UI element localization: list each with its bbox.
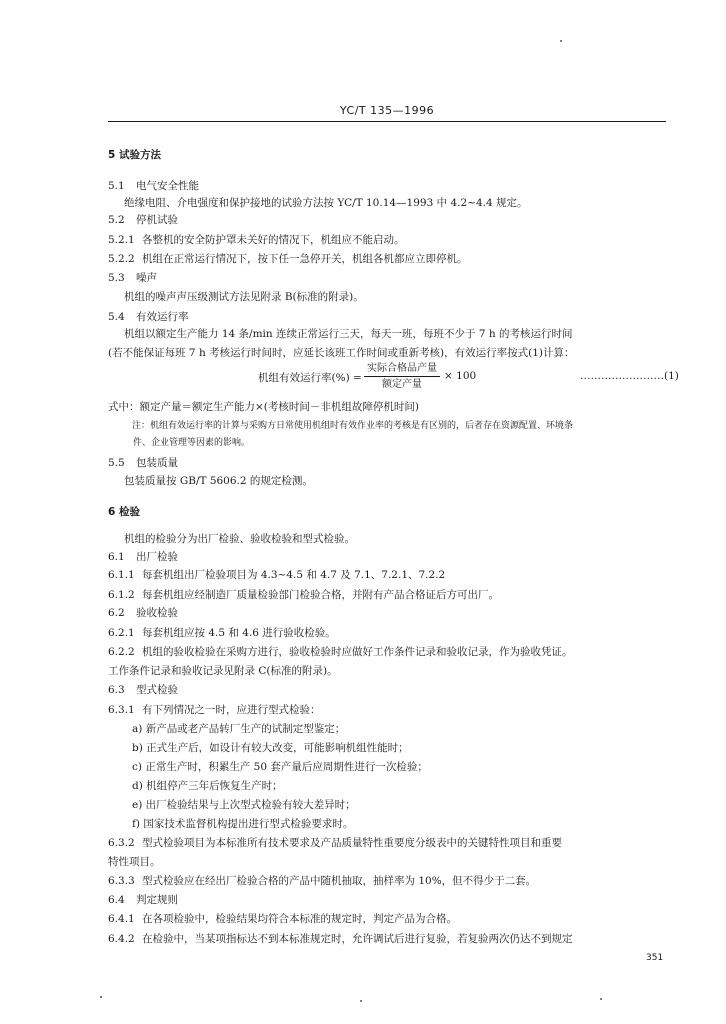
text-line-s6-3-2b <box>108 855 161 869</box>
clause-text: 每套机组应经制造厂质量检验部门检验合格，并附有产品合格证后方可出厂。 <box>142 589 499 601</box>
clause-number: 6.4.2 <box>108 933 135 945</box>
text-line-s6-1 <box>108 550 178 564</box>
scan-speck <box>600 998 602 1000</box>
clause-number: 5.4 <box>108 311 125 323</box>
clause-number: 6.4 <box>108 894 125 906</box>
clause-number: 5.3 <box>108 272 125 284</box>
clause-text: 型式检验 <box>136 684 178 696</box>
clause-text: 在检验中，当某项指标达不到本标准规定时，允许调试后进行复验，若复验两次仍达不到规定 <box>142 933 573 945</box>
text-line-s6-1-2 <box>108 588 499 602</box>
text-line-s6-3-1e <box>132 798 356 812</box>
clause-text: 有下列情况之一时，应进行型式检验： <box>142 704 321 716</box>
clause-text: 包装质量按 GB/T 5606.2 的规定检测。 <box>124 475 313 487</box>
text-line-s6-2-2 <box>108 645 573 659</box>
clause-text: 式中：额定产量＝额定生产能力×(考核时间－非机组故障停机时间) <box>108 401 419 413</box>
text-line-s5-5-body <box>124 474 313 488</box>
clause-number: 5.2.2 <box>108 253 135 265</box>
page-number: 351 <box>646 953 664 963</box>
fraction-bar <box>364 376 440 377</box>
clause-number: 6.2.2 <box>108 646 135 658</box>
clause-text: 5 试验方法 <box>108 149 161 161</box>
clause-text: 每套机组出厂检验项目为 4.3~4.5 和 4.7 及 7.1、7.2.1、7.2.2 <box>142 569 446 581</box>
clause-text: 停机试验 <box>136 214 178 226</box>
text-line-s6-3-1d <box>132 779 283 793</box>
text-line-s6-3-1a <box>132 722 345 736</box>
text-line-s6-2-2b <box>108 664 338 678</box>
text-line-s5-4-note2 <box>133 436 250 450</box>
formula-lhs: 机组有效运行率(%) = <box>258 372 362 384</box>
page-header: YC/T 135—1996 <box>339 104 435 117</box>
text-line-s5-2-2 <box>108 252 468 266</box>
clause-text: 验收检验 <box>136 607 178 619</box>
clause-text: 工作条件记录和验收记录见附录 C(标准的附录)。 <box>108 665 338 677</box>
text-line-s5-5 <box>108 456 178 470</box>
clause-text: 件、企业管理等因素的影响。 <box>133 438 251 448</box>
clause-text: 电气安全性能 <box>136 180 199 192</box>
text-line-s5-2 <box>108 213 178 227</box>
clause-text: 机组的检验分为出厂检验、验收检验和型式检验。 <box>124 533 355 545</box>
clause-number: 6.1 <box>108 551 125 563</box>
scan-speck <box>100 996 102 998</box>
clause-text: 型式检验应在经出厂检验合格的产品中随机抽取，抽样率为 10%，但不得少于二套。 <box>142 875 537 887</box>
clause-text: 在各项检验中，检验结果均符合本标准的规定时，判定产品为合格。 <box>142 913 457 925</box>
clause-text: 每套机组应按 4.5 和 4.6 进行验收检验。 <box>142 627 336 639</box>
clause-text: (若不能保证每班 7 h 考核运行时间时，应延长该班工作时间或重新考核)，有效运行率按式(1)计算： <box>108 347 575 359</box>
formula-numerator: 实际合格品产量 <box>367 363 437 374</box>
header-rule <box>108 121 666 122</box>
scan-speck <box>560 40 562 42</box>
clause-text: 机组的验收检验在采购方进行，验收检验时应做好工作条件记录和验收记录，作为验收凭证。 <box>142 646 573 658</box>
clause-text: 噪声 <box>136 272 157 284</box>
clause-text: c) 正常生产时，积累生产 50 套产量后应周期性进行一次检验； <box>132 761 428 773</box>
text-line-s5-3 <box>108 271 157 285</box>
clause-number: 6.1.2 <box>108 589 135 601</box>
text-line-s6 <box>108 505 140 519</box>
clause-text: 特性项目。 <box>108 856 161 868</box>
text-line-s5-4-note1 <box>132 419 573 433</box>
text-line-s6-3-1 <box>108 703 321 717</box>
text-line-s6-4-1 <box>108 912 457 926</box>
clause-text: 6 检验 <box>108 506 140 518</box>
clause-text: 判定规则 <box>136 894 178 906</box>
text-line-s5-4-body1 <box>124 327 572 341</box>
text-line-s6-body <box>124 532 355 546</box>
clause-text: 机组在正常运行情况下，按下任一急停开关，机组各机都应立即停机。 <box>142 253 468 265</box>
clause-number: 6.3.3 <box>108 875 135 887</box>
text-line-s5-1-body <box>124 196 528 210</box>
text-line-s6-3-2 <box>108 836 562 850</box>
clause-number: 6.1.1 <box>108 569 135 581</box>
clause-text: 包装质量 <box>136 457 178 469</box>
text-line-s6-3-3 <box>108 874 536 888</box>
text-line-s6-3 <box>108 683 178 697</box>
text-line-s5-2-1 <box>108 233 405 247</box>
formula-denominator: 额定产量 <box>382 379 422 390</box>
clause-number: 6.2.1 <box>108 627 135 639</box>
formula-fraction <box>364 362 440 391</box>
formula-rhs: × 100 <box>444 370 477 382</box>
text-line-s5-4-body2 <box>108 346 575 360</box>
text-line-s5 <box>108 148 161 162</box>
text-line-s5-1 <box>108 179 199 193</box>
clause-text: 注：机组有效运行率的计算与采购方日常使用机组时有效作业率的考核是有区别的，后者存在资源配置、环境条 <box>132 421 574 431</box>
text-line-s5-4 <box>108 310 189 324</box>
clause-text: 各整机的安全防护罩未关好的情况下，机组应不能启动。 <box>142 234 405 246</box>
clause-text: e) 出厂检验结果与上次型式检验有较大差异时； <box>132 799 356 811</box>
clause-number: 5.2.1 <box>108 234 135 246</box>
text-line-s6-3-1b <box>132 741 409 755</box>
clause-number: 6.3 <box>108 684 125 696</box>
clause-number: 6.3.1 <box>108 704 135 716</box>
text-line-s6-2 <box>108 606 178 620</box>
formula-1 <box>0 362 726 392</box>
text-line-s6-1-1 <box>108 568 445 582</box>
clause-number: 5.1 <box>108 180 125 192</box>
clause-text: b) 正式生产后，如设计有较大改变，可能影响机组性能时； <box>132 742 409 754</box>
text-line-s5-3-body <box>124 290 364 304</box>
text-line-s5-4-where <box>108 400 419 414</box>
clause-text: a) 新产品或老产品转厂生产的试制定型鉴定； <box>132 723 346 735</box>
clause-number: 5.5 <box>108 457 125 469</box>
clause-number: 6.2 <box>108 607 125 619</box>
clause-text: 绝缘电阻、介电强度和保护接地的试验方法按 YC/T 10.14—1993 中 4.2~4.4 规定。 <box>124 197 528 209</box>
equation-number: ……………………(1) <box>580 370 679 382</box>
clause-number: 5.2 <box>108 214 125 226</box>
clause-text: 有效运行率 <box>136 311 189 323</box>
clause-text: 型式检验项目为本标准所有技术要求及产品质量特性重要度分级表中的关键特性项目和重要 <box>142 837 562 849</box>
clause-number: 6.3.2 <box>108 837 135 849</box>
clause-number: 6.4.1 <box>108 913 135 925</box>
text-line-s6-3-1c <box>132 760 428 774</box>
clause-text: 机组的噪声声压级测试方法见附录 B(标准的附录)。 <box>124 291 364 303</box>
text-line-s6-4-2 <box>108 932 573 946</box>
clause-text: 机组以额定生产能力 14 条/min 连续正常运行三天，每天一班，每班不少于 7 h 的考核运行时间 <box>124 328 573 340</box>
text-line-s6-3-1f <box>132 817 353 831</box>
clause-text: 出厂检验 <box>136 551 178 563</box>
clause-text: d) 机组停产三年后恢复生产时； <box>132 780 283 792</box>
text-line-s6-2-1 <box>108 626 336 640</box>
text-line-s6-4 <box>108 893 178 907</box>
clause-text: f) 国家技术监督机构提出进行型式检验要求时。 <box>132 818 354 830</box>
scan-speck <box>360 1000 362 1002</box>
